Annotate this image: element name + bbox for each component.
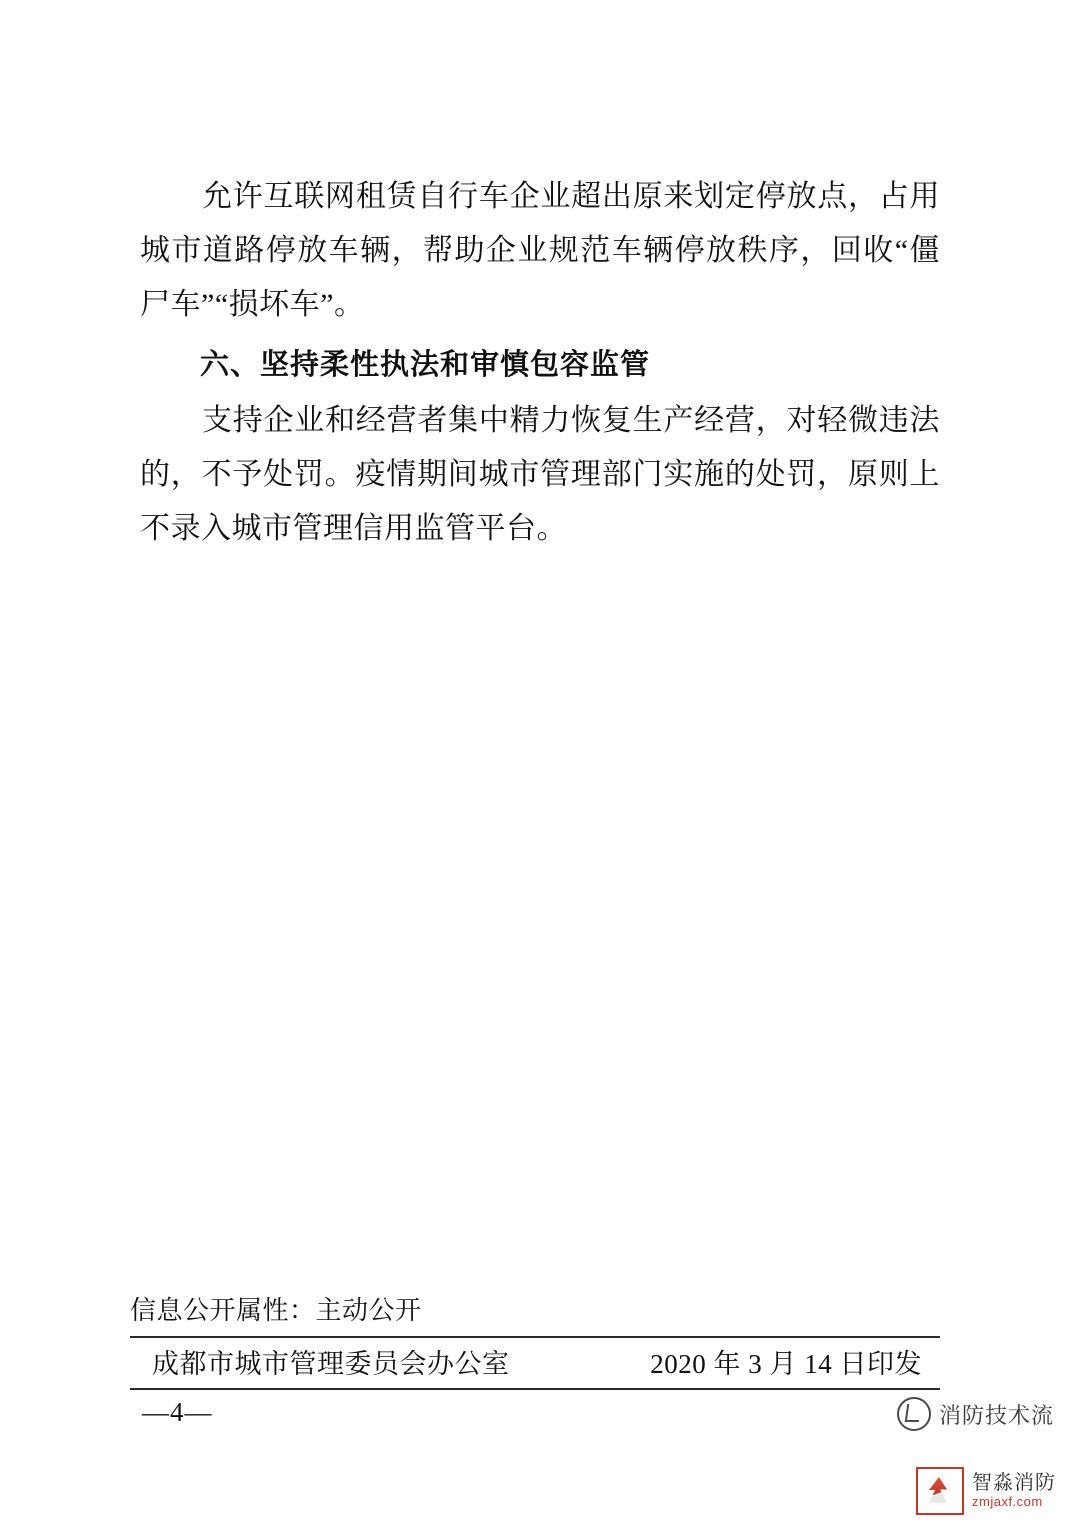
zmjaxf-flame-mark-icon [916, 1467, 964, 1515]
document-body [140, 170, 940, 558]
watermark-account [897, 1397, 1054, 1431]
page-number: —4— [142, 1397, 213, 1427]
paragraph-bike-parking: 允许互联网租赁自行车企业超出原来划定停放点，占用城市道路停放车辆，帮助企业规范车辆停放秩序，回收“僵尸车”“损坏车”。 [140, 180, 940, 321]
watermark-brand-cn: 智淼消防 [972, 1472, 1056, 1495]
watermark-block [812, 1397, 1062, 1517]
paragraph-flexible-enforcement: 支持企业和经营者集中精力恢复生产经营，对轻微违法的，不予处罚。疫情期间城市管理部门实施的处罚，原则上不录入城市管理信用监管平台。 [140, 404, 940, 545]
footer-divider-bottom [130, 1388, 940, 1390]
disclosure-attribute: 信息公开属性：主动公开 [130, 1295, 422, 1325]
footer-issuer-row [130, 1338, 940, 1384]
wechat-official-account-logo-icon [897, 1397, 931, 1431]
footer-issuer: 成都市城市管理委员会办公室 [152, 1349, 510, 1379]
watermark-brand-text [972, 1472, 1056, 1510]
watermark-brand [916, 1467, 1056, 1515]
footer-issue-date: 2020 年 3 月 14 日印发 [650, 1349, 922, 1379]
watermark-account-name: 消防技术流 [938, 1402, 1054, 1428]
section-heading-six: 六、坚持柔性执法和审慎包容监管 [200, 349, 651, 381]
watermark-brand-url: zmjaxf.com [972, 1494, 1043, 1510]
